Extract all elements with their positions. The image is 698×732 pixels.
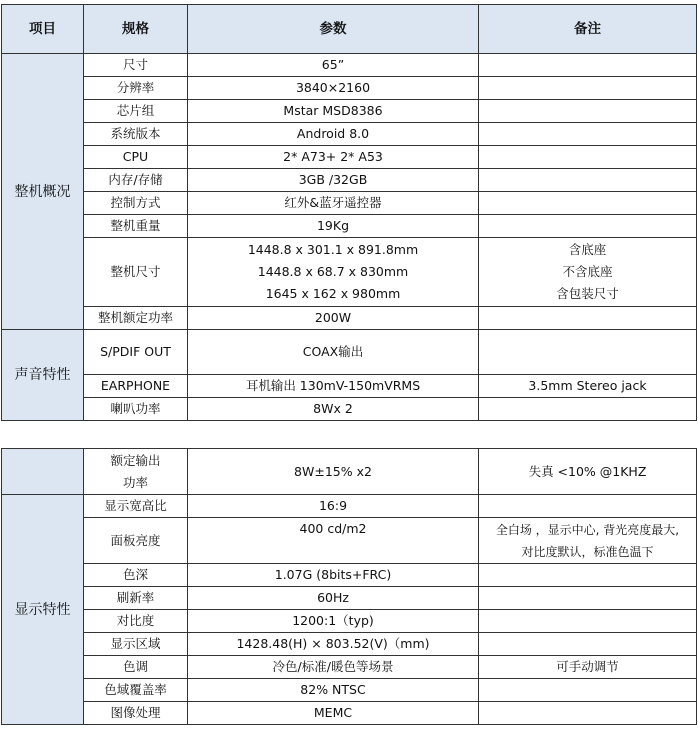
note-cell [479,54,697,77]
spec-cell: CPU [84,146,188,169]
spec-cell: 对比度 [84,610,188,633]
spec-cell: S/PDIF OUT [84,330,188,375]
note-cell [479,169,697,192]
category-audio: 声音特性 [2,330,84,421]
category-display: 显示特性 [2,495,84,725]
note-cell [479,679,697,702]
table-row [2,169,697,192]
table-row [2,449,697,495]
table-row [2,123,697,146]
spec-cell: 喇叭功率 [84,398,188,421]
value-cell: MEMC [188,702,479,725]
dimension-value: 1448.8 x 301.1 x 891.8mm [247,242,419,257]
value-cell: 1200:1（typ) [188,610,479,633]
spec-cell: 图像处理 [84,702,188,725]
spec-cell: 尺寸 [84,54,188,77]
header-item: 项目 [2,5,84,54]
table-row [2,77,697,100]
value-cell: 1428.48(H) × 803.52(V)（mm) [188,633,479,656]
note-cell [479,100,697,123]
note-cell [479,633,697,656]
note-cell: 可手动调节 [479,656,697,679]
note-cell-multiline [479,518,697,564]
note-cell [479,495,697,518]
table-row [2,633,697,656]
table-row [2,330,697,375]
note-cell [479,192,697,215]
note-cell [479,398,697,421]
spec-cell: 刷新率 [84,587,188,610]
spec-cell: 整机尺寸 [84,238,188,307]
value-cell: Android 8.0 [188,123,479,146]
page-break-gap [0,429,698,446]
table-row [2,54,697,77]
table-row [2,679,697,702]
value-cell: 60Hz [188,587,479,610]
note-cell [479,564,697,587]
category-overview: 整机概况 [2,54,84,330]
value-cell: 红外&蓝牙遥控器 [188,192,479,215]
table-row [2,656,697,679]
table-row [2,375,697,398]
header-spec: 规格 [84,5,188,54]
spec-cell: 色域覆盖率 [84,679,188,702]
note-cell [479,77,697,100]
value-cell: 19Kg [188,215,479,238]
value-cell: COAX输出 [188,330,479,375]
value-cell: 2* A73+ 2* A53 [188,146,479,169]
value-cell: Mstar MSD8386 [188,100,479,123]
spec-cell: 面板亮度 [84,518,188,564]
table-row [2,398,697,421]
spec-cell: 控制方式 [84,192,188,215]
table-header-row [2,5,697,54]
spec-table-bottom [1,448,697,725]
note-cell: 失真 <10% @1KHZ [479,449,697,495]
note-cell [479,587,697,610]
header-note: 备注 [479,5,697,54]
spec-cell: 显示宽高比 [84,495,188,518]
spec-cell: 芯片组 [84,100,188,123]
note-cell [479,307,697,330]
dimension-value: 1645 x 162 x 980mm [265,286,401,301]
table-row [2,215,697,238]
value-cell: 82% NTSC [188,679,479,702]
value-cell: 8Wx 2 [188,398,479,421]
spec-cell: 分辨率 [84,77,188,100]
value-cell: 200W [188,307,479,330]
note-cell [479,702,697,725]
note-cell [479,610,697,633]
note-cell [479,123,697,146]
value-cell: 8W±15% x2 [188,449,479,495]
table-row [2,518,697,564]
spec-cell: EARPHONE [84,375,188,398]
value-cell-multiline [188,238,479,307]
spec-cell: 系统版本 [84,123,188,146]
dimension-note: 不含底座 [562,264,613,279]
value-cell: 3840×2160 [188,77,479,100]
brightness-note: 全白场 ，显示中心, 背光亮度最大, [495,522,680,537]
spec-cell-multiline [84,449,188,495]
note-cell [479,330,697,375]
spec-cell: 色调 [84,656,188,679]
spec-cell: 色深 [84,564,188,587]
value-cell: 16:9 [188,495,479,518]
table-row [2,564,697,587]
spec-cell: 整机重量 [84,215,188,238]
category-audio-continued [2,449,84,495]
table-row [2,495,697,518]
brightness-note: 对比度默认，标准色温下 [521,544,654,559]
dimension-value: 1448.8 x 68.7 x 830mm [257,264,409,279]
value-cell: 3GB /32GB [188,169,479,192]
spec-cell: 显示区域 [84,633,188,656]
table-row [2,702,697,725]
spec-line: 功率 [122,474,148,490]
table-row [2,610,697,633]
spec-table-top [1,4,697,421]
note-cell [479,215,697,238]
table-row [2,307,697,330]
dimension-note: 含底座 [568,242,607,257]
spec-line: 额定输出 [110,452,161,468]
header-param: 参数 [188,5,479,54]
value-cell: 冷色/标准/暖色等场景 [188,656,479,679]
table-row [2,146,697,169]
note-cell [479,146,697,169]
table-row [2,100,697,123]
value-cell: 1.07G (8bits+FRC) [188,564,479,587]
dimension-note: 含包装尺寸 [556,286,619,301]
spec-cell: 整机额定功率 [84,307,188,330]
table-row [2,192,697,215]
table-row [2,587,697,610]
note-cell-multiline [479,238,697,307]
spec-cell: 内存/存储 [84,169,188,192]
value-cell: 400 cd/m2 [188,518,479,564]
table-row [2,238,697,307]
value-cell: 65” [188,54,479,77]
value-cell: 耳机输出 130mV-150mVRMS [188,375,479,398]
note-cell: 3.5mm Stereo jack [479,375,697,398]
